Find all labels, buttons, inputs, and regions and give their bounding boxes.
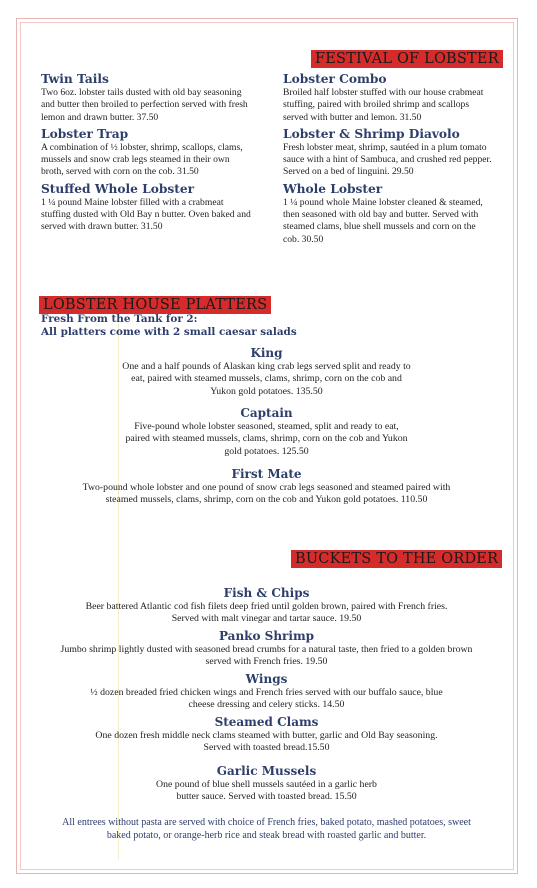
festival-right-column [283,72,493,249]
menu-item [41,182,251,234]
festival-left-column [41,72,251,237]
item-title: Garlic Mussels [216,764,317,778]
item-description: A combination of ½ lobster, shrimp, scallops, clams, mussels and snow crab legs steamed in their own broth, served with corn on the cob. 31.50 [41,141,243,178]
item-description: One dozen fresh middle neck clams steamed with butter, garlic and Old Bay seasoning. Served with toasted bread.15.50 [95,730,438,754]
buckets-heading: BUCKETS TO THE ORDER [291,550,502,568]
platters-subline-2: All platters come with 2 small caesar salads [41,326,297,338]
item-description: One pound of blue shell mussels sautéed in a garlic herb butter sauce. Served with toasted bread. 15.50 [156,779,377,803]
menu-item [41,127,251,179]
menu-item [283,127,493,179]
item-description: One and a half pounds of Alaskan king crab legs served split and ready to eat, paired with steamed mussels, clams, shrimp, corn on the cob and Yukon gold potatoes. 135.50 [122,361,411,397]
item-title: Captain [240,406,293,420]
bucket-item [60,764,473,804]
platter-item [60,406,473,458]
item-title: Twin Tails [41,72,109,86]
menu-item [283,72,493,124]
bucket-item [60,715,473,755]
bucket-item [60,629,473,669]
item-title: Fish & Chips [223,586,310,600]
item-description: Beer battered Atlantic cod fish filets deep fried until golden brown, paired with French fries. Served with malt vinegar and tartar sauce. 19.50 [85,601,448,625]
item-title: First Mate [231,467,302,481]
item-title: Panko Shrimp [218,629,315,643]
item-description: ½ dozen breaded fried chicken wings and French fries served with our buffalo sauce, blue cheese dressing and celery sticks. 14.50 [90,687,443,711]
menu-item [41,72,251,124]
platters-heading: LOBSTER HOUSE PLATTERS [39,296,271,314]
footer-note: All entrees without pasta are served with choice of French fries, baked potato, mashed potatoes, sweet baked potato, or orange-herb rice and steak bread with roasted garlic and butter. [62,817,471,841]
item-title: Whole Lobster [283,181,383,196]
item-description: 1 ¼ pound whole Maine lobster cleaned & steamed, then seasoned with old bay and butter. Served with steamed clams, blue shell mussels and corn on the cob. 30.50 [283,196,483,245]
bucket-item [60,586,473,626]
item-description: Two-pound whole lobster and one pound of snow crab legs seasoned and steamed paired with steamed mussels, clams, shrimp, corn on the cob and Yukon gold potatoes. 110.50 [82,482,451,506]
menu-item [283,182,493,246]
platter-item [60,467,473,507]
item-title: Steamed Clams [214,715,319,729]
festival-heading: FESTIVAL OF LOBSTER [311,50,503,68]
item-description: 1 ¼ pound Maine lobster filled with a crabmeat stuffing dusted with Old Bay n butter. Oven baked and served with drawn butter. 31.50 [41,196,251,233]
item-description: Two 6oz. lobster tails dusted with old bay seasoning and butter then broiled to perfection served with fresh lemon and drawn butter. 37.50 [41,87,248,123]
item-title: Lobster Combo [283,72,387,86]
platters-subheading [41,313,297,339]
item-title: Stuffed Whole Lobster [41,181,195,196]
item-title: Lobster Trap [41,126,129,141]
item-description: Broiled half lobster stuffed with our house crabmeat stuffing, paired with broiled shrimp and scallops served with butter and lemon. 31.50 [283,87,484,123]
platters-subline-1: Fresh From the Tank for 2: [41,313,198,325]
item-description: Fresh lobster meat, shrimp, sautéed in a plum tomato sauce with a hint of Sambuca, and crushed red pepper. Served on a bed of linguini. 29.50 [283,141,492,178]
platter-item [60,346,473,398]
item-title: King [250,346,283,360]
item-description: Jumbo shrimp lightly dusted with seasoned bread crumbs for a natural taste, then fried to a golden brown served with French fries. 19.50 [60,644,473,668]
item-title: Wings [245,672,288,686]
item-title: Lobster & Shrimp Diavolo [283,126,460,141]
bucket-item [60,672,473,712]
item-description: Five-pound whole lobster seasoned, steamed, split and ready to eat, paired with steamed mussels, clams, shrimp, corn on the cob and Yukon gold potatoes. 125.50 [125,421,408,457]
